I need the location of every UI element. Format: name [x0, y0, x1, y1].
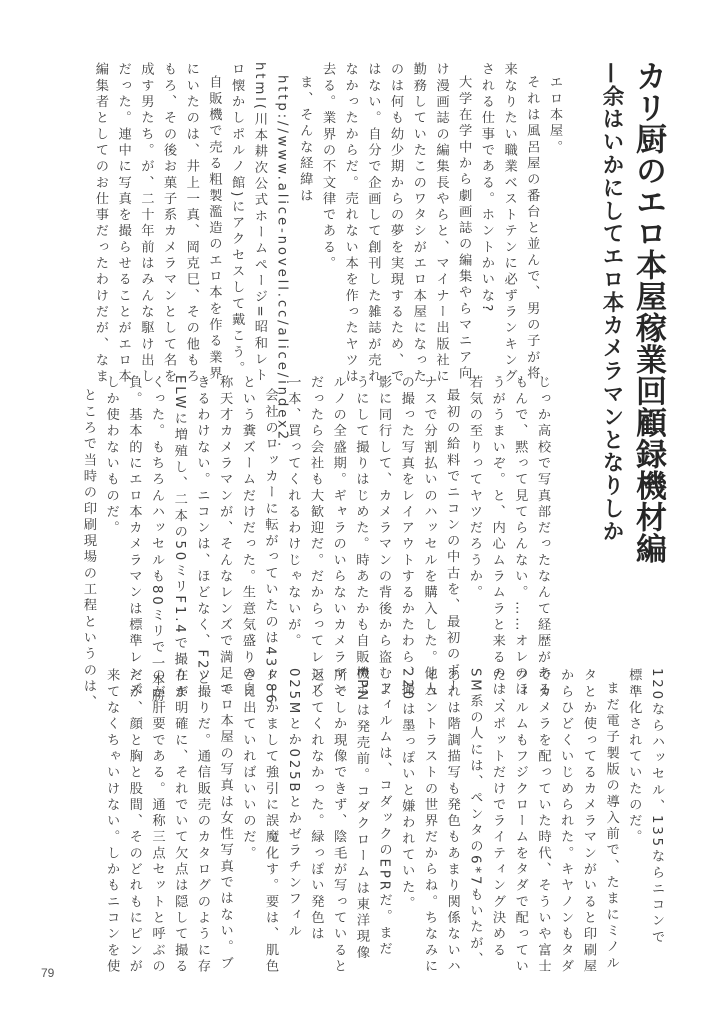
- text-column: ルノの全盛期。ギャラのいらないカメラマン: [330, 375, 346, 698]
- text-column: きるわけない。ニコンは、ほどなく、F2と: [194, 375, 210, 688]
- text-column: の撮った写真をレイアウトするかたわら、撮: [398, 375, 414, 698]
- text-column: という糞ズームだけだった。生意気盛りの自: [239, 375, 255, 698]
- text-column: SM系の人には、ペンタの6*7もいたが、: [467, 668, 483, 968]
- text-column: 来てなくちゃいけない。しかもニコンを使: [104, 668, 120, 975]
- text-block-bottom: [99, 668, 667, 975]
- text-column: ツ撮りだ。通信販売のカタログのように存: [194, 668, 210, 975]
- text-column: のが肝要である。通称三点セットと呼ぶの: [149, 668, 165, 975]
- text-column: 成す男たち。が、二十年前はみんな駆け出し: [138, 62, 154, 385]
- text-column: 去る。業界の不文律である。: [319, 62, 335, 272]
- text-column: 在が明確に、それでいて欠点は隠して撮る: [172, 668, 188, 975]
- text-column: 220は墨っぽいと嫌われていた。: [399, 668, 415, 912]
- text-column: 所でしか現像できず、陰毛が写っていると: [331, 668, 347, 975]
- text-column: でカメラを配っていた時代、そういや富士: [535, 668, 551, 975]
- text-column: エロ本屋の写真は女性写真ではない。ブ: [217, 681, 233, 972]
- text-column: ターかまして強引に誤魔化す。要は、肌色: [263, 668, 279, 975]
- text-column: ナスで分割払いのハッセルを購入した。他人: [421, 375, 437, 698]
- text-column: しか使わないものだ。: [103, 375, 119, 537]
- text-column: フィルムは、コダックのEPRだ。まだ: [376, 681, 392, 958]
- text-column: くった。もちろんハッセルも80ミリで一本勝: [149, 375, 165, 705]
- text-column: 編集者としてのお仕事だったわけだが、なま: [92, 62, 108, 385]
- text-column: イコントラストの世界だからね。ちなみに: [421, 668, 437, 975]
- text-column: はない。自分で企画して創刊した雑誌が売れ: [365, 62, 381, 385]
- text-column: じっか高校で写真部だったなんて経歴がある: [535, 375, 550, 698]
- text-column: け漫画誌の編集長やらと、マイナー出版社に: [433, 62, 449, 385]
- text-column: エロ本屋。: [547, 75, 562, 157]
- text-column: される仕事である。ホントかいな?: [478, 62, 494, 315]
- text-column: 一本、買ってくれるわけじゃないが。: [285, 375, 301, 650]
- text-column: だった。連中に写真を撮らせることがエロ本: [115, 62, 131, 385]
- text-column: 大学在学中から劇画誌の編集やらマニア向: [456, 75, 472, 383]
- text-column: 最初の給料でニコンの中古を、最初のボー: [444, 388, 460, 696]
- text-column: あれは階調描写も発色もあまり関係ないハ: [444, 668, 460, 975]
- page-number: 79: [41, 966, 55, 980]
- text-column: 若気の至りってヤツだろうか。: [466, 375, 482, 602]
- text-column: からひどくいじめられた。キヤノンもタダ: [558, 668, 574, 975]
- text-column: ELWに増殖し、二本の50ミリF1.4で撮りま: [171, 375, 187, 701]
- article-subtitle: —余はいかにしてエロ本カメラマンとなりしか: [599, 62, 624, 543]
- text-column: フィルムもフジクロームをタダで配ってい: [512, 668, 528, 975]
- text-column: EPNは発売前。コダクロームは東洋現像: [353, 668, 369, 962]
- text-column: 返してくれなかった。緑っぽい発色は: [308, 668, 324, 943]
- text-column: うがうまいぞ。と、内心ムラムラと来るのは、: [489, 375, 505, 715]
- text-column: 称天才カメラマンが、そんなレンズで満足で: [217, 375, 233, 698]
- text-column: html(川本耕次公式ホームページ=昭和レト: [251, 62, 267, 385]
- article-title: カリ厨のエロ本屋稼業回顧録機材編: [630, 60, 666, 564]
- text-column: 標準化されていたのだ。: [626, 668, 642, 846]
- text-column: 勤務していたこのワタシがエロ本屋になった: [410, 62, 426, 385]
- text-column: もろ、その後お菓子系カメラマンとして名を: [161, 62, 177, 385]
- text-column: 来なりたい職業ベストテンに必ずランキング: [501, 62, 517, 385]
- text-column: 120ならハッセル、135ならニコンで: [649, 668, 664, 946]
- text-column: た。スポットだけでライティング決める: [490, 668, 506, 959]
- text-column: なかったからだ。売れない本を作ったヤツは: [342, 62, 358, 385]
- text-column: もんで、黙って見てらんない。……オレのほ: [512, 375, 528, 698]
- text-column: ところで当時の印刷現場の工程というのは、: [80, 388, 96, 712]
- text-column: まだ電子製版の導入前で、たまにミノル: [603, 681, 619, 972]
- text-column: だが、顔と胸と股間、そのどれもにピンが: [126, 668, 142, 975]
- text-column: さえ出ていればいいのだ。: [240, 668, 256, 862]
- text-column: 負。基本的にエロ本カメラマンは標準レンズ: [126, 375, 142, 698]
- text-block-middle: [76, 375, 553, 714]
- text-column: うにして撮りはじめた。時あたかも自販機ポ: [353, 375, 369, 698]
- text-column: http://www.alice-novell.cc/alice/index2.: [274, 75, 290, 450]
- text-column: だったら会社も大歓迎だ。だからってレンズ: [307, 375, 323, 698]
- text-column: タとか使ってるカメラマンがいると印刷屋: [580, 668, 596, 975]
- text-column: ロ懐かしポルノ館)にアクセスして戴こう。: [229, 62, 245, 377]
- text-column: それは風呂屋の番台と並んで、男の子が将: [524, 75, 540, 383]
- text-column: 025Mとか025Bとかゼラチンフィル: [285, 668, 301, 940]
- text-column: ま、そんな経緯は: [297, 75, 313, 205]
- text-column: 自販機で売る粗製濫造のエロ本を作る業界: [206, 75, 222, 383]
- text-column: にいたのは、井上一真、岡克巳、その他もろ: [183, 62, 199, 385]
- text-column: 影に同行して、カメラマンの背後から盗むよ: [376, 375, 392, 698]
- text-column: のは何も幼少期からの夢を実現するため、で: [388, 62, 404, 385]
- text-column: 会社のロッカーに転がっていたのは43−86: [262, 388, 278, 706]
